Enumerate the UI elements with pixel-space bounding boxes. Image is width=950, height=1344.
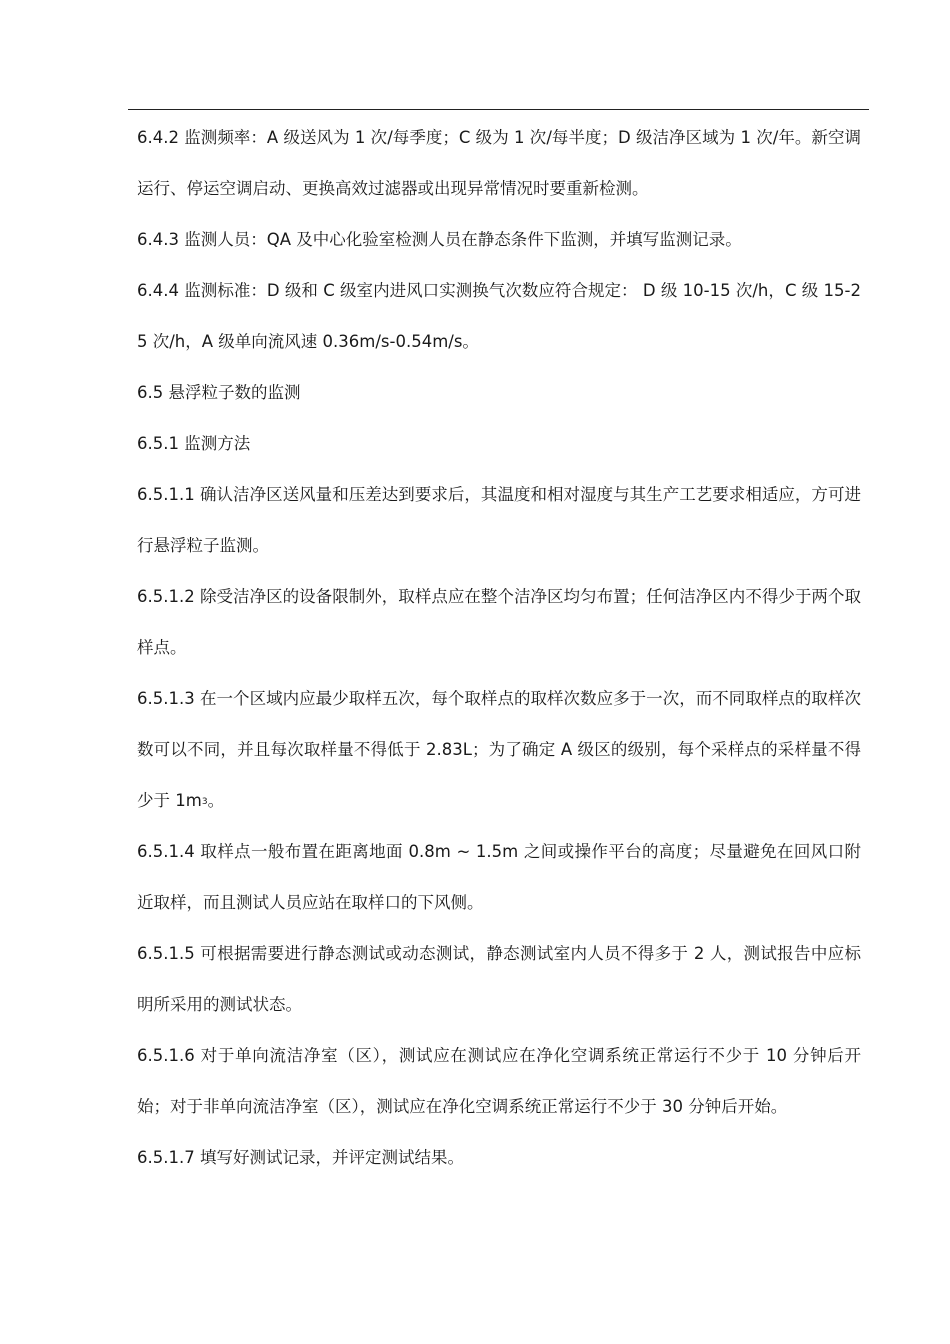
paragraph-6-4-4: 6.4.4 监测标准：D 级和 C 级室内进风口实测换气次数应符合规定： D 级 10-15 次/h，C 级 15-25 次/h，A 级单向流风速 0.36m/s-0.54m/s。 [137, 281, 861, 351]
paragraph-6-5-1-3-text: 6.5.1.3 在一个区域内应最少取样五次，每个取样点的取样次数应多于一次，而不同取样点的取样次数可以不同，并且每次取样量不得低于 2.83L；为了确定 A 级区的级别，每个采样点的采样量不得少于 1m [137, 689, 861, 810]
paragraph-6-5-1-7: 6.5.1.7 填写好测试记录，并评定测试结果。 [137, 1148, 464, 1167]
header-rule [128, 109, 869, 110]
paragraph-6-4-3: 6.4.3 监测人员：QA 及中心化验室检测人员在静态条件下监测，并填写监测记录。 [137, 230, 742, 249]
paragraph-6-5-1-3-end: 。 [207, 791, 225, 810]
heading-6-5: 6.5 悬浮粒子数的监测 [137, 383, 301, 402]
heading-6-5-1: 6.5.1 监测方法 [137, 434, 251, 453]
document-body [137, 112, 861, 1183]
paragraph-6-5-1-2: 6.5.1.2 除受洁净区的设备限制外，取样点应在整个洁净区均匀布置；任何洁净区内不得少于两个取样点。 [137, 587, 861, 657]
cubic-superscript: 3 [201, 797, 208, 807]
paragraph-6-5-1-6: 6.5.1.6 对于单向流洁净室（区），测试应在测试应在净化空调系统正常运行不少于 10 分钟后开始；对于非单向流洁净室（区），测试应在净化空调系统正常运行不少于 30 分钟后开始。 [137, 1046, 861, 1116]
paragraph-6-5-1-1: 6.5.1.1 确认洁净区送风量和压差达到要求后，其温度和相对湿度与其生产工艺要求相适应，方可进行悬浮粒子监测。 [137, 485, 861, 555]
paragraph-6-4-2: 6.4.2 监测频率：A 级送风为 1 次/每季度；C 级为 1 次/每半度；D 级洁净区域为 1 次/年。新空调运行、停运空调启动、更换高效过滤器或出现异常情况时要重新检测。 [137, 128, 861, 198]
paragraph-6-5-1-3 [137, 673, 861, 826]
paragraph-6-5-1-5: 6.5.1.5 可根据需要进行静态测试或动态测试，静态测试室内人员不得多于 2 人，测试报告中应标明所采用的测试状态。 [137, 944, 861, 1014]
paragraph-6-5-1-4: 6.5.1.4 取样点一般布置在距离地面 0.8m ~ 1.5m 之间或操作平台的高度；尽量避免在回风口附近取样，而且测试人员应站在取样口的下风侧。 [137, 842, 861, 912]
